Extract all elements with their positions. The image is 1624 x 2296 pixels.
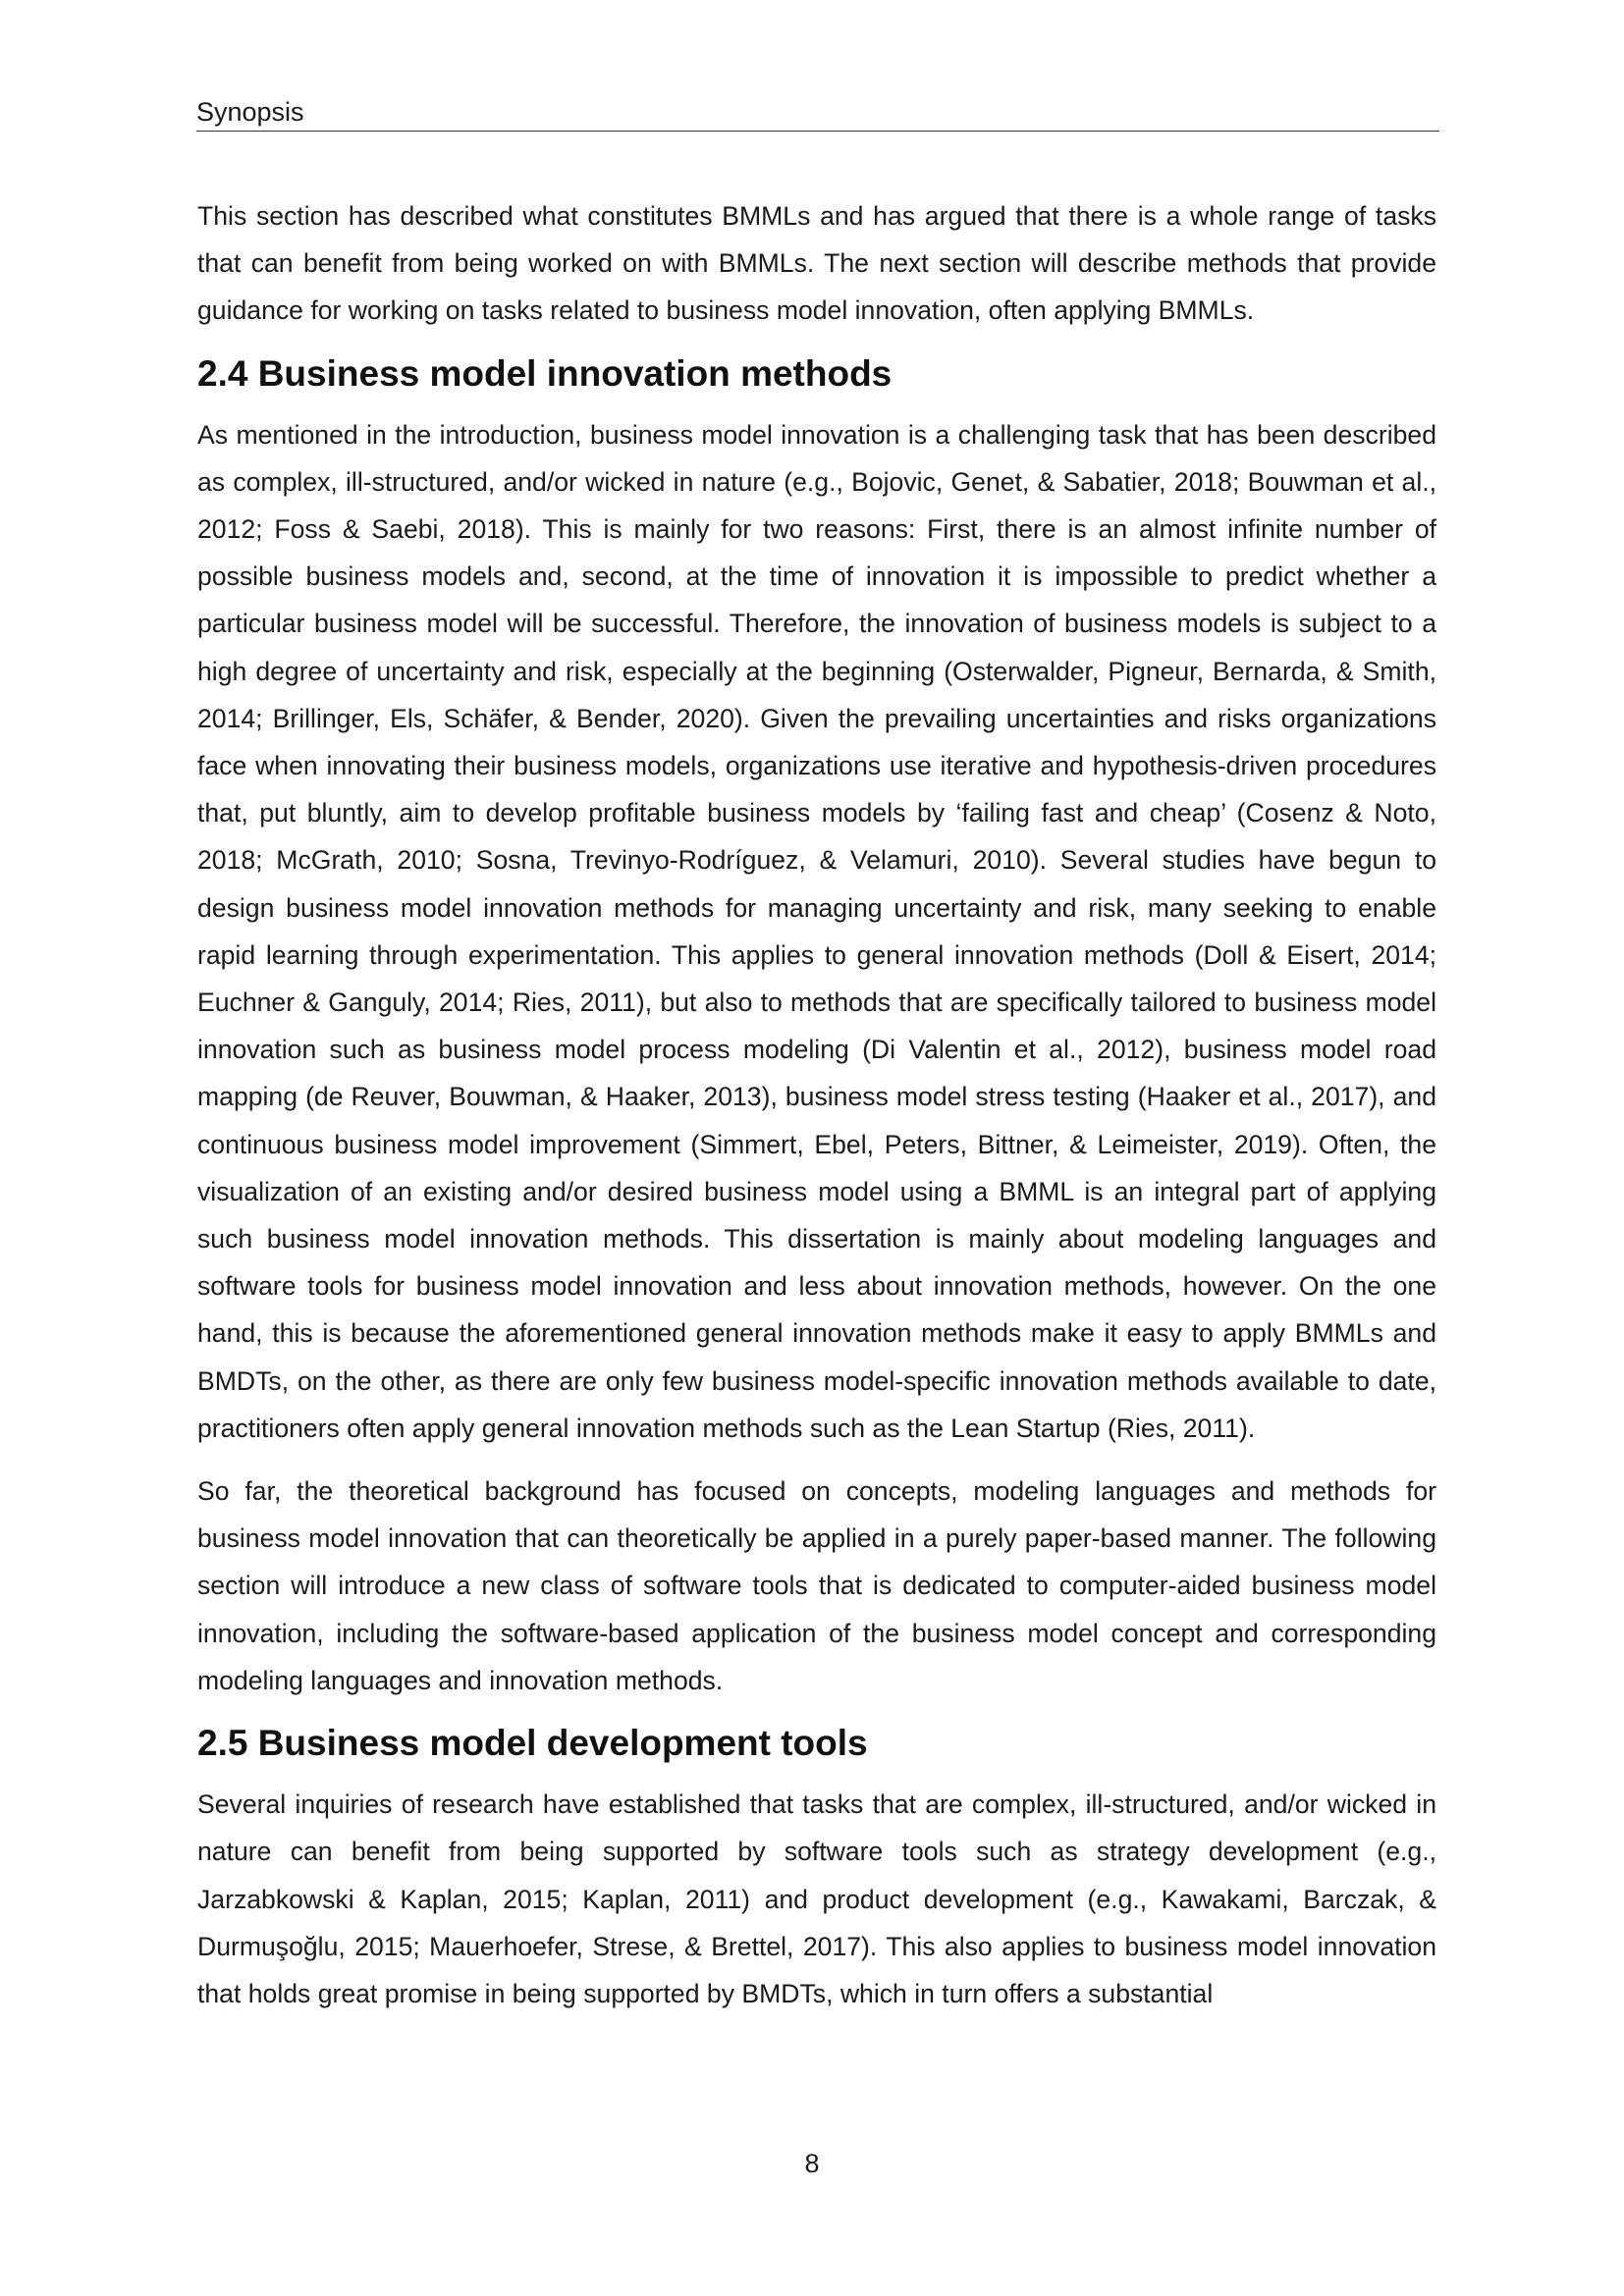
page-body bbox=[197, 192, 1436, 2017]
page-number: 8 bbox=[804, 2149, 820, 2178]
section-heading-2-4: 2.4 Business model innovation methods bbox=[197, 352, 893, 394]
section-heading-2-5: 2.5 Business model development tools bbox=[197, 1723, 868, 1764]
section-2-4-paragraph-2: So far, the theoretical background has focused on concepts, modeling languages and methods for business model innovation that can theoretically be applied in a purely paper-based manner. The following section will introduce a new class of software tools that is dedicated to computer-aided business model innovation, including the software-based application of the business model concept and corresponding modeling languages and innovation methods. bbox=[197, 1476, 1436, 1695]
intro-paragraph: This section has described what constitutes BMMLs and has argued that there is a whole range of tasks that can benefit from being worked on with BMMLs. The next section will describe methods that provide guidance for working on tasks related to business model innovation, often applying BMMLs. bbox=[197, 201, 1436, 326]
section-2-4-paragraph-1: As mentioned in the introduction, business model innovation is a challenging task that has been described as complex, ill-structured, and/or wicked in nature (e.g., Bojovic, Genet, & Sabatier, 2018; Bouwman et al., 2012; Foss & Saebi, 2018). This is mainly for two reasons: First, there is an almost infinite number of possible business models and, second, at the time of innovation it is impossible to predict whether a particular business model will be successful. Therefore, the innovation of business models is subject to a high degree of uncertainty and risk, especially at the beginning (Osterwalder, Pigneur, Bernarda, & Smith, 2014; Brillinger, Els, Schäfer, & Bender, 2020). Given the prevailing uncertainties and risks organizations face when innovating their business models, organizations use iterative and hypothesis-driven procedures that, put bluntly, aim to develop profitable business models by ‘failing fast and cheap’ (Cosenz & Noto, 2018; McGrath, 2010; Sosna, Trevinyo-Rodríguez, & Velamuri, 2010). Several studies have begun to design business model innovation methods for managing uncertainty and risk, many seeking to enable rapid learning through experimentation. This applies to general innovation methods (Doll & Eisert, 2014; Euchner & Ganguly, 2014; Ries, 2011), but also to methods that are specifically tailored to business model innovation such as business model process modeling (Di Valentin et al., 2012), business model road mapping (de Reuver, Bouwman, & Haaker, 2013), business model stress testing (Haaker et al., 2017), and continuous business model improvement (Simmert, Ebel, Peters, Bittner, & Leimeister, 2019). Often, the visualization of an existing and/or desired business model using a BMML is an integral part of applying such business model innovation methods. This dissertation is mainly about modeling languages and software tools for business model innovation and less about innovation methods, however. On the one hand, this is because the aforementioned general innovation methods make it easy to apply BMMLs and BMDTs, on the other, as there are only few business model-specific innovation methods available to date, practitioners often apply general innovation methods such as the Lean Startup (Ries, 2011). bbox=[197, 419, 1436, 1443]
running-header-title: Synopsis bbox=[196, 97, 304, 127]
running-header bbox=[196, 96, 1439, 132]
section-2-5-paragraph-1: Several inquiries of research have established that tasks that are complex, ill-structured, and/or wicked in nature can benefit from being supported by software tools such as strategy development (e.g., Jarzabkowski & Kaplan, 2015; Kaplan, 2011) and product development (e.g., Kawakami, Barczak, & Durmuşoğlu, 2015; Mauerhoefer, Strese, & Brettel, 2017). This also applies to business model innovation that holds great promise in being supported by BMDTs, which in turn offers a substantial bbox=[197, 1789, 1436, 2008]
